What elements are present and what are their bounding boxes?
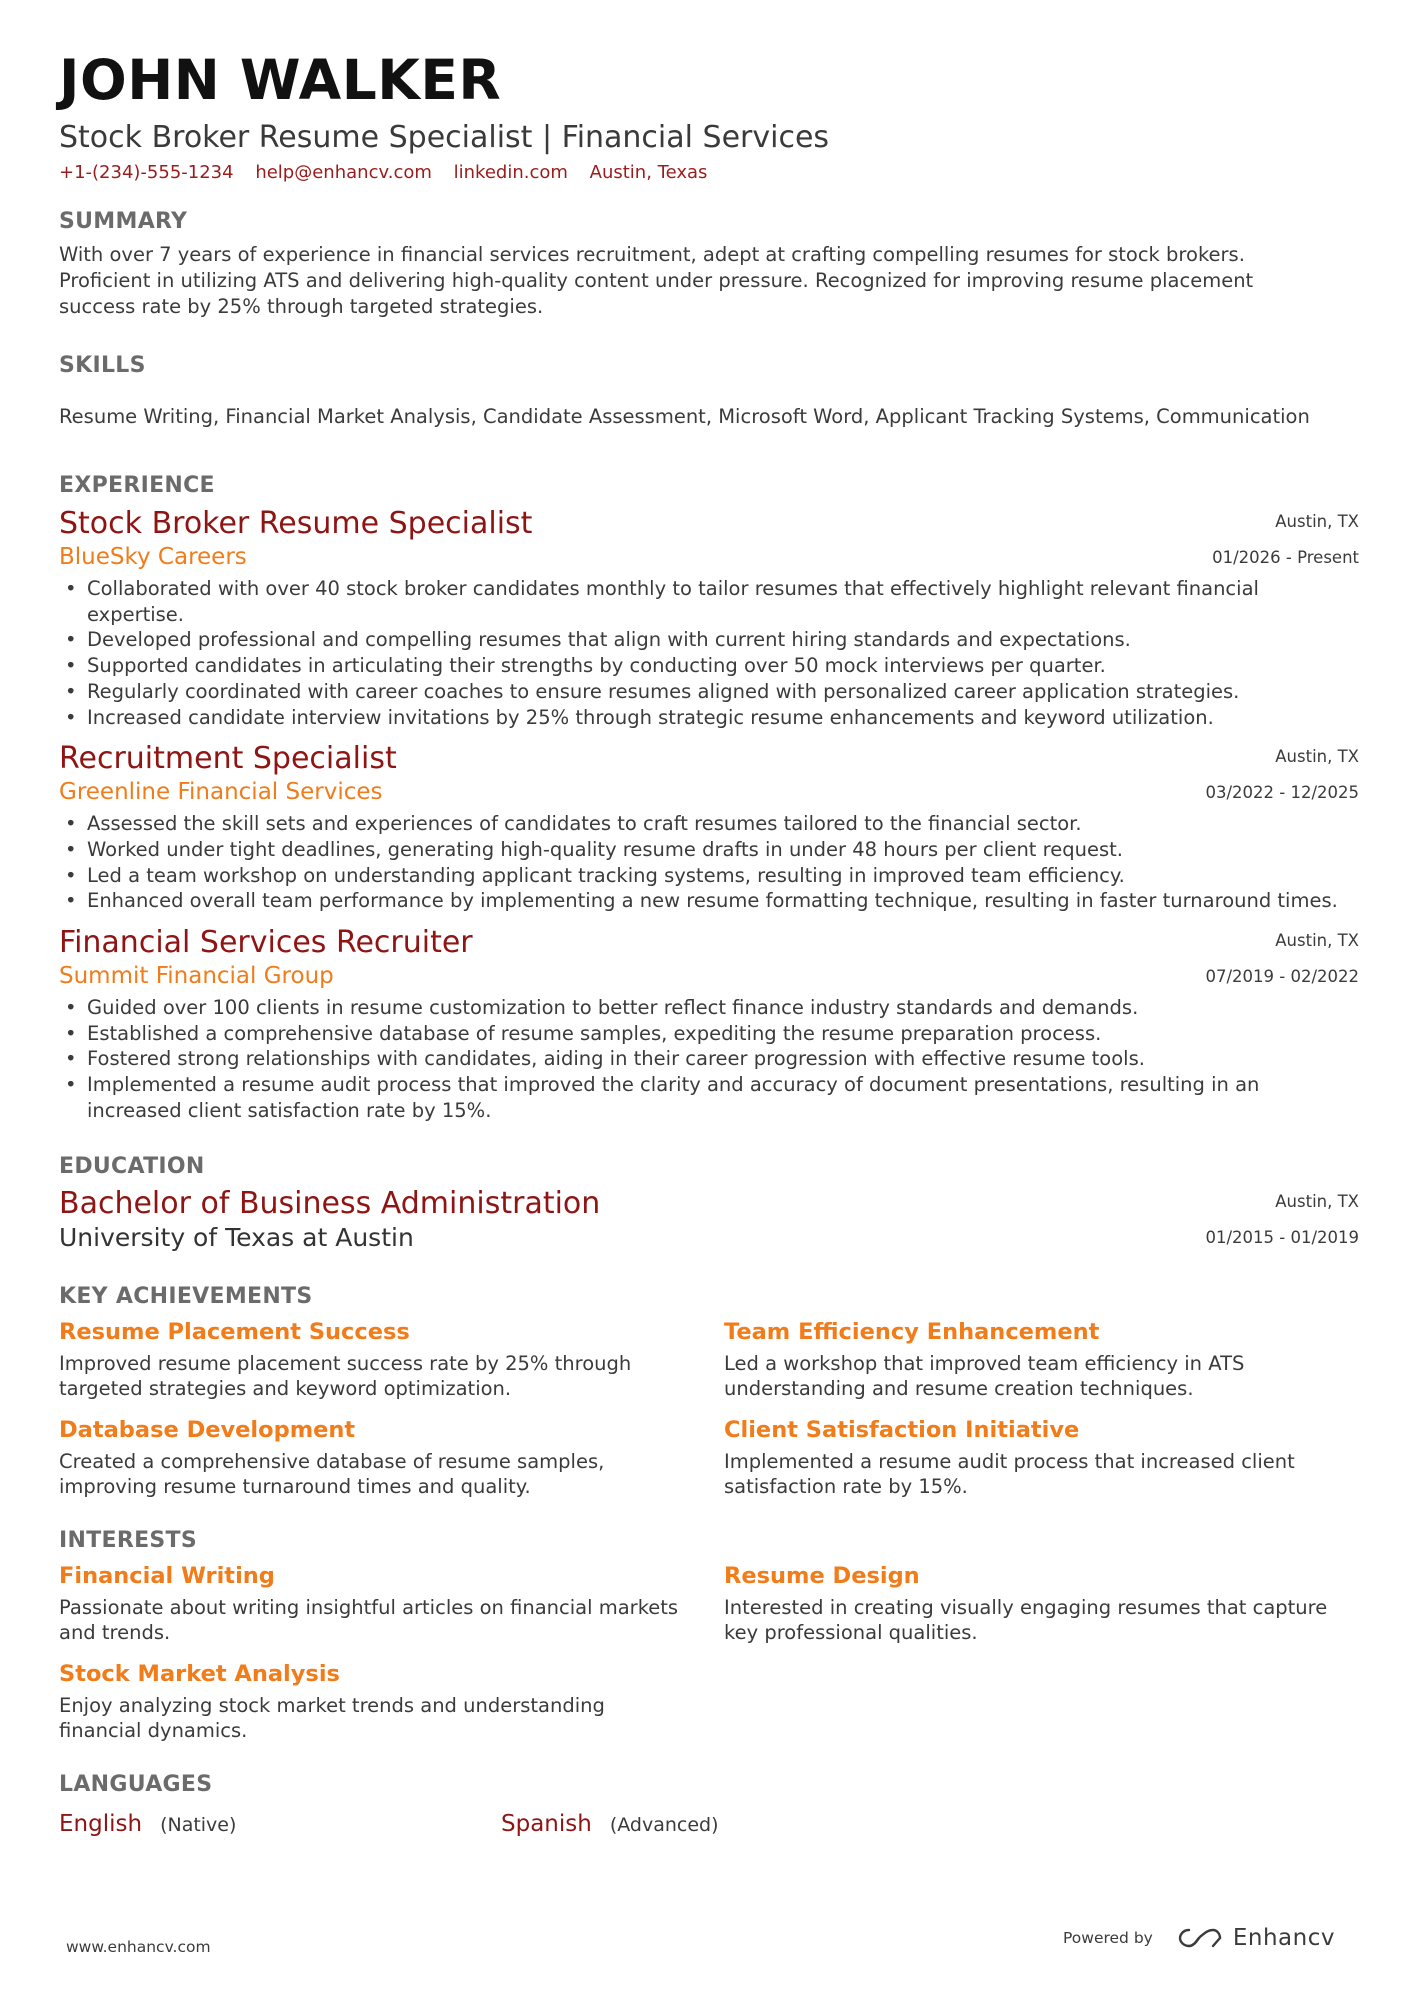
- job-location: Austin, TX: [1275, 512, 1359, 531]
- education-heading: EDUCATION: [59, 1153, 205, 1179]
- job-bullets: [59, 811, 1359, 914]
- job-dates: 07/2019 - 02/2022: [1205, 967, 1359, 987]
- achievement-desc: Implemented a resume audit process that increased client satisfaction rate by 15%.: [724, 1449, 1295, 1499]
- list-item: • Supported candidates in articulating their strengths by conducting over 50 mock interviews per quarter.: [59, 653, 1359, 679]
- job-location: Austin, TX: [1275, 747, 1359, 767]
- languages-row: [59, 1811, 1359, 1837]
- interest-item: [59, 1659, 724, 1744]
- interest-item: [724, 1561, 1359, 1646]
- degree-title: Bachelor of Business Administration: [59, 1185, 601, 1221]
- list-item: • Implemented a resume audit process that improved the clarity and accuracy of document presentations, resulting in an increased client satisfaction rate by 15%.: [59, 1072, 1359, 1123]
- list-item: • Led a team workshop on understanding applicant tracking systems, resulting in improved team efficiency.: [59, 863, 1359, 889]
- achievement-title: Database Development: [59, 1416, 356, 1443]
- list-item: • Worked under tight deadlines, generating high-quality resume drafts in under 48 hours per client request.: [59, 837, 1359, 863]
- contact-linkedin[interactable]: linkedin.com: [453, 162, 568, 183]
- enhancv-logo-icon: [1177, 1926, 1223, 1950]
- achievement-item: [59, 1317, 724, 1402]
- interest-item: [59, 1561, 724, 1646]
- experience-entry: [59, 741, 1359, 914]
- contact-location: Austin, Texas: [589, 162, 708, 183]
- languages-heading: LANGUAGES: [59, 1771, 213, 1797]
- list-item: • Enhanced overall team performance by implementing a new resume formatting technique, resulting in faster turnaround times.: [59, 888, 1359, 914]
- powered-by-label: Powered by: [1063, 1929, 1153, 1947]
- interest-desc: Interested in creating visually engaging resumes that capture key professional qualities.: [724, 1595, 1328, 1645]
- job-title: Financial Services Recruiter: [59, 925, 473, 961]
- contact-email[interactable]: help@enhancv.com: [255, 162, 432, 183]
- resume-content: [59, 40, 1359, 1837]
- list-item: • Assessed the skill sets and experiences of candidates to craft resumes tailored to the financial sector.: [59, 811, 1359, 837]
- school-name: University of Texas at Austin: [59, 1222, 414, 1252]
- achievements-grid: [59, 1317, 1359, 1500]
- language-item: [59, 1811, 501, 1837]
- job-bullets: [59, 576, 1359, 730]
- skills-heading: SKILLS: [59, 353, 146, 378]
- achievement-desc: Improved resume placement success rate by 25% through targeted strategies and keyword optimization.: [59, 1351, 632, 1401]
- language-level: (Native): [160, 1813, 237, 1836]
- candidate-title: Stock Broker Resume Specialist | Financial Services: [59, 120, 830, 155]
- achievement-title: Resume Placement Success: [59, 1318, 410, 1345]
- brand-name: Enhancv: [1232, 1925, 1335, 1951]
- achievements-heading: KEY ACHIEVEMENTS: [59, 1283, 313, 1309]
- experience-entry: [59, 925, 1359, 1124]
- list-item: • Developed professional and compelling resumes that align with current hiring standards and expectations.: [59, 627, 1359, 653]
- experience-heading: EXPERIENCE: [59, 473, 215, 498]
- job-location: Austin, TX: [1275, 931, 1359, 951]
- job-title: Recruitment Specialist: [59, 741, 397, 777]
- experience-entry: [59, 506, 1359, 730]
- achievement-item: [724, 1415, 1359, 1500]
- enhancv-logo[interactable]: [1177, 1925, 1335, 1951]
- list-item: • Established a comprehensive database of resume samples, expediting the resume preparation process.: [59, 1021, 1359, 1047]
- job-bullets: [59, 995, 1359, 1124]
- language-name: Spanish: [501, 1810, 592, 1837]
- company-name: Summit Financial Group: [59, 963, 334, 990]
- list-item: • Increased candidate interview invitations by 25% through strategic resume enhancements and keyword utilization.: [59, 705, 1359, 731]
- job-title: Stock Broker Resume Specialist: [59, 506, 533, 541]
- list-item: • Collaborated with over 40 stock broker candidates monthly to tailor resumes that effectively highlight relevant financial expertise.: [59, 576, 1359, 627]
- candidate-name: JOHN WALKER: [59, 48, 502, 112]
- list-item: • Fostered strong relationships with candidates, aiding in their career progression with effective resume tools.: [59, 1046, 1359, 1072]
- interests-grid: [59, 1561, 1359, 1744]
- achievement-desc: Led a workshop that improved team efficiency in ATS understanding and resume creation techniques.: [724, 1351, 1245, 1401]
- education-dates: 01/2015 - 01/2019: [1205, 1227, 1359, 1247]
- summary-text: With over 7 years of experience in financial services recruitment, adept at crafting compelling resumes for stock brokers. Proficient in utilizing ATS and delivering high-quality content under pressure. Recognized for improving resume placement success rate by 25% through targeted strategies.: [59, 243, 1254, 318]
- contact-line: [59, 162, 1359, 183]
- footer-branding: [1063, 1925, 1335, 1951]
- education-location: Austin, TX: [1275, 1191, 1359, 1211]
- achievement-desc: Created a comprehensive database of resume samples, improving resume turnaround times and quality.: [59, 1449, 605, 1499]
- company-name: Greenline Financial Services: [59, 779, 383, 806]
- education-entry: [59, 1186, 1359, 1254]
- achievement-title: Team Efficiency Enhancement: [724, 1318, 1100, 1345]
- interest-desc: Enjoy analyzing stock market trends and understanding financial dynamics.: [59, 1693, 605, 1743]
- interest-desc: Passionate about writing insightful articles on financial markets and trends.: [59, 1595, 679, 1645]
- interests-heading: INTERESTS: [59, 1527, 197, 1553]
- interest-title: Resume Design: [724, 1562, 920, 1589]
- interest-title: Financial Writing: [59, 1562, 275, 1589]
- job-dates: 03/2022 - 12/2025: [1205, 783, 1359, 803]
- achievement-title: Client Satisfaction Initiative: [724, 1416, 1080, 1443]
- footer-website-link[interactable]: www.enhancv.com: [66, 1938, 211, 1956]
- language-level: (Advanced): [609, 1813, 719, 1836]
- skills-text: Resume Writing, Financial Market Analysis, Candidate Assessment, Microsoft Word, Applicant Tracking Systems, Communication: [59, 405, 1310, 428]
- list-item: • Regularly coordinated with career coaches to ensure resumes aligned with personalized career application strategies.: [59, 679, 1359, 705]
- company-name: BlueSky Careers: [59, 544, 247, 570]
- language-item: [501, 1811, 943, 1837]
- job-dates: 01/2026 - Present: [1212, 548, 1359, 567]
- interest-title: Stock Market Analysis: [59, 1660, 340, 1687]
- list-item: • Guided over 100 clients in resume customization to better reflect finance industry standards and demands.: [59, 995, 1359, 1021]
- summary-heading: SUMMARY: [59, 209, 188, 234]
- language-name: English: [59, 1810, 143, 1837]
- contact-phone[interactable]: +1-(234)-555-1234: [59, 162, 234, 183]
- achievement-item: [59, 1415, 724, 1500]
- achievement-item: [724, 1317, 1359, 1402]
